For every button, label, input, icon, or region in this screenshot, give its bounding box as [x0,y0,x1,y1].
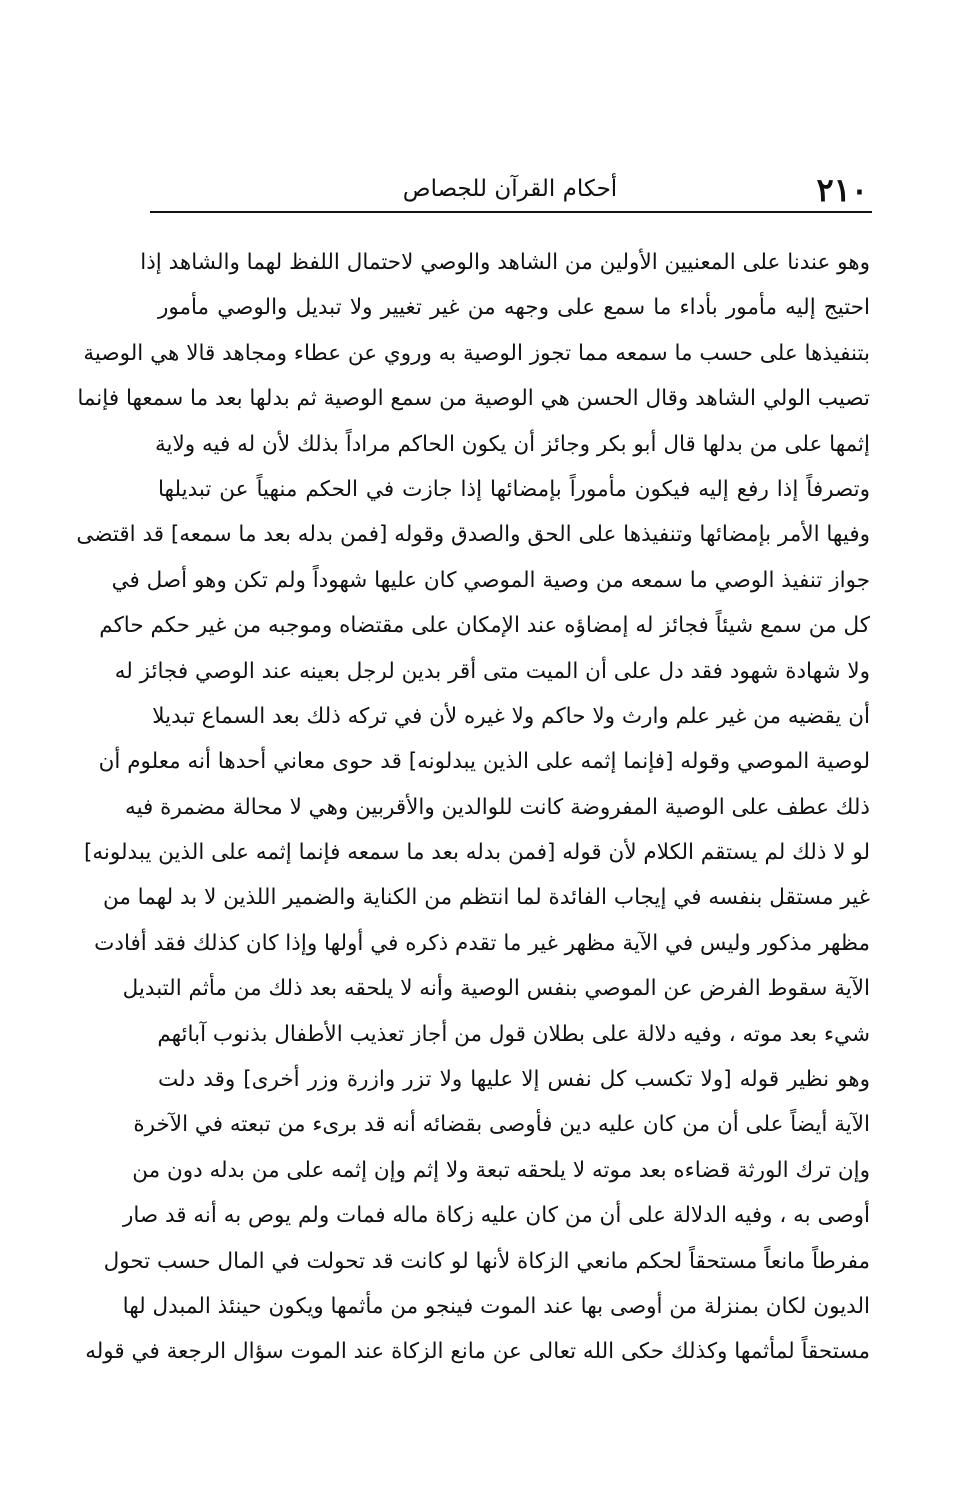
text-line: الآية أيضاً على أن من كان عليه دين فأوصى بقضائه أنه قد برىء من تبعته في الآخرة [133,1112,870,1138]
text-line: غير مستقل بنفسه في إيجاب الفائدة لما انتظم من الكناية والضمير اللذين لا بد لهما من [102,885,870,911]
text-line: وهو عندنا على المعنيين الأولين من الشاهد والوصي لاحتمال اللفظ لهما والشاهد إذا [140,250,870,275]
header-divider [150,211,872,213]
text-line: كل من سمع شيئاً فجائز له إمضاؤه عند الإمكان على مقتضاه وموجبه من غير حكم حاكم [99,613,870,639]
page-number: ٢١٠ [816,171,868,209]
text-line: شيء بعد موته ، وفيه دلالة على بطلان قول من أجاز تعذيب الأطفال بذنوب آبائهم [157,1021,870,1047]
text-line: مستحقاً لمأثمها وكذلك حكى الله تعالى عن مانع الزكاة عند الموت سؤال الرجعة في قوله [85,1339,870,1365]
text-line: مظهر مذكور وليس في الآية مظهر غير ما تقدم ذكره في أولها وإذا كان كذلك فقد أفادت [94,930,870,956]
body-text [76,240,870,1375]
text-line: وإن ترك الورثة قضاءه بعد موته لا يلحقه تبعة ولا إثم وإن إثمه على من بدله دون من [132,1157,870,1183]
text-line: أن يقضيه من غير علم وارث ولا حاكم ولا غيره لأن في تركه ذلك بعد السماع تبديلا [152,703,870,729]
text-line: ولا شهادة شهود فقد دل على أن الميت متى أقر بدين لرجل بعينه عند الوصي فجائز له [114,658,870,684]
text-line: لو لا ذلك لم يستقم الكلام لأن قوله [فمن بدله بعد ما سمعه فإنما إثمه على الذين يبدلونه] [84,840,870,866]
text-line: ذلك عطف على الوصية المفروضة كانت للوالدين والأقربين وهي لا محالة مضمرة فيه [125,794,870,820]
text-line: تصيب الولي الشاهد وقال الحسن هي الوصية من سمع الوصية ثم بدلها بعد ما سمعها فإنما [77,386,870,412]
text-line: الديون لكان بمنزلة من أوصى بها عند الموت فينجو من مأثمها ويكون حينئذ المبدل لها [122,1293,870,1319]
text-line: مفرطاً مانعاً مستحقاً لحكم مانعي الزكاة لأنها لو كانت قد تحولت في المال حسب تحول [103,1248,870,1274]
text-line: أوصى به ، وفيه الدلالة على أن من كان عليه زكاة ماله فمات ولم يوص به أنه قد صار [122,1203,870,1229]
text-line: لوصية الموصي وقوله [فإنما إثمه على الذين يبدلونه] قد حوى معاني أحدها أنه معلوم أن [98,749,870,775]
text-line: وفيها الأمر بإمضائها وتنفيذها على الحق والصدق وقوله [فمن بدله بعد ما سمعه] قد اقتضى [76,522,870,548]
text-line: وتصرفاً إذا رفع إليه فيكون مأموراً بإمضائها إذا جازت في الحكم منهياً عن تبديلها [158,476,870,502]
text-line: جواز تنفيذ الوصي ما سمعه من وصية الموصي كان عليها شهوداً ولم تكن وهو أصل في [111,567,870,593]
page-header [150,166,870,212]
text-line: الآية سقوط الفرض عن الموصي بنفس الوصية وأنه لا يلحقه بعد ذلك من مأثم التبديل [122,976,870,1002]
text-line: إثمها على من بدلها قال أبو بكر وجائز أن يكون الحاكم مراداً بذلك لأن له فيه ولاية [155,431,870,457]
text-line: احتيج إليه مأمور بأداء ما سمع على وجهه من غير تغيير ولا تبديل والوصي مأمور [158,295,870,321]
text-line: بتنفيذها على حسب ما سمعه مما تجوز الوصية به وروي عن عطاء ومجاهد قالا هي الوصية [83,340,870,366]
text-line: وهو نظير قوله [ولا تكسب كل نفس إلا عليها ولا تزر وازرة وزر أخرى] وقد دلت [158,1067,870,1093]
running-title: أحكام القرآن للجصاص [402,176,618,202]
